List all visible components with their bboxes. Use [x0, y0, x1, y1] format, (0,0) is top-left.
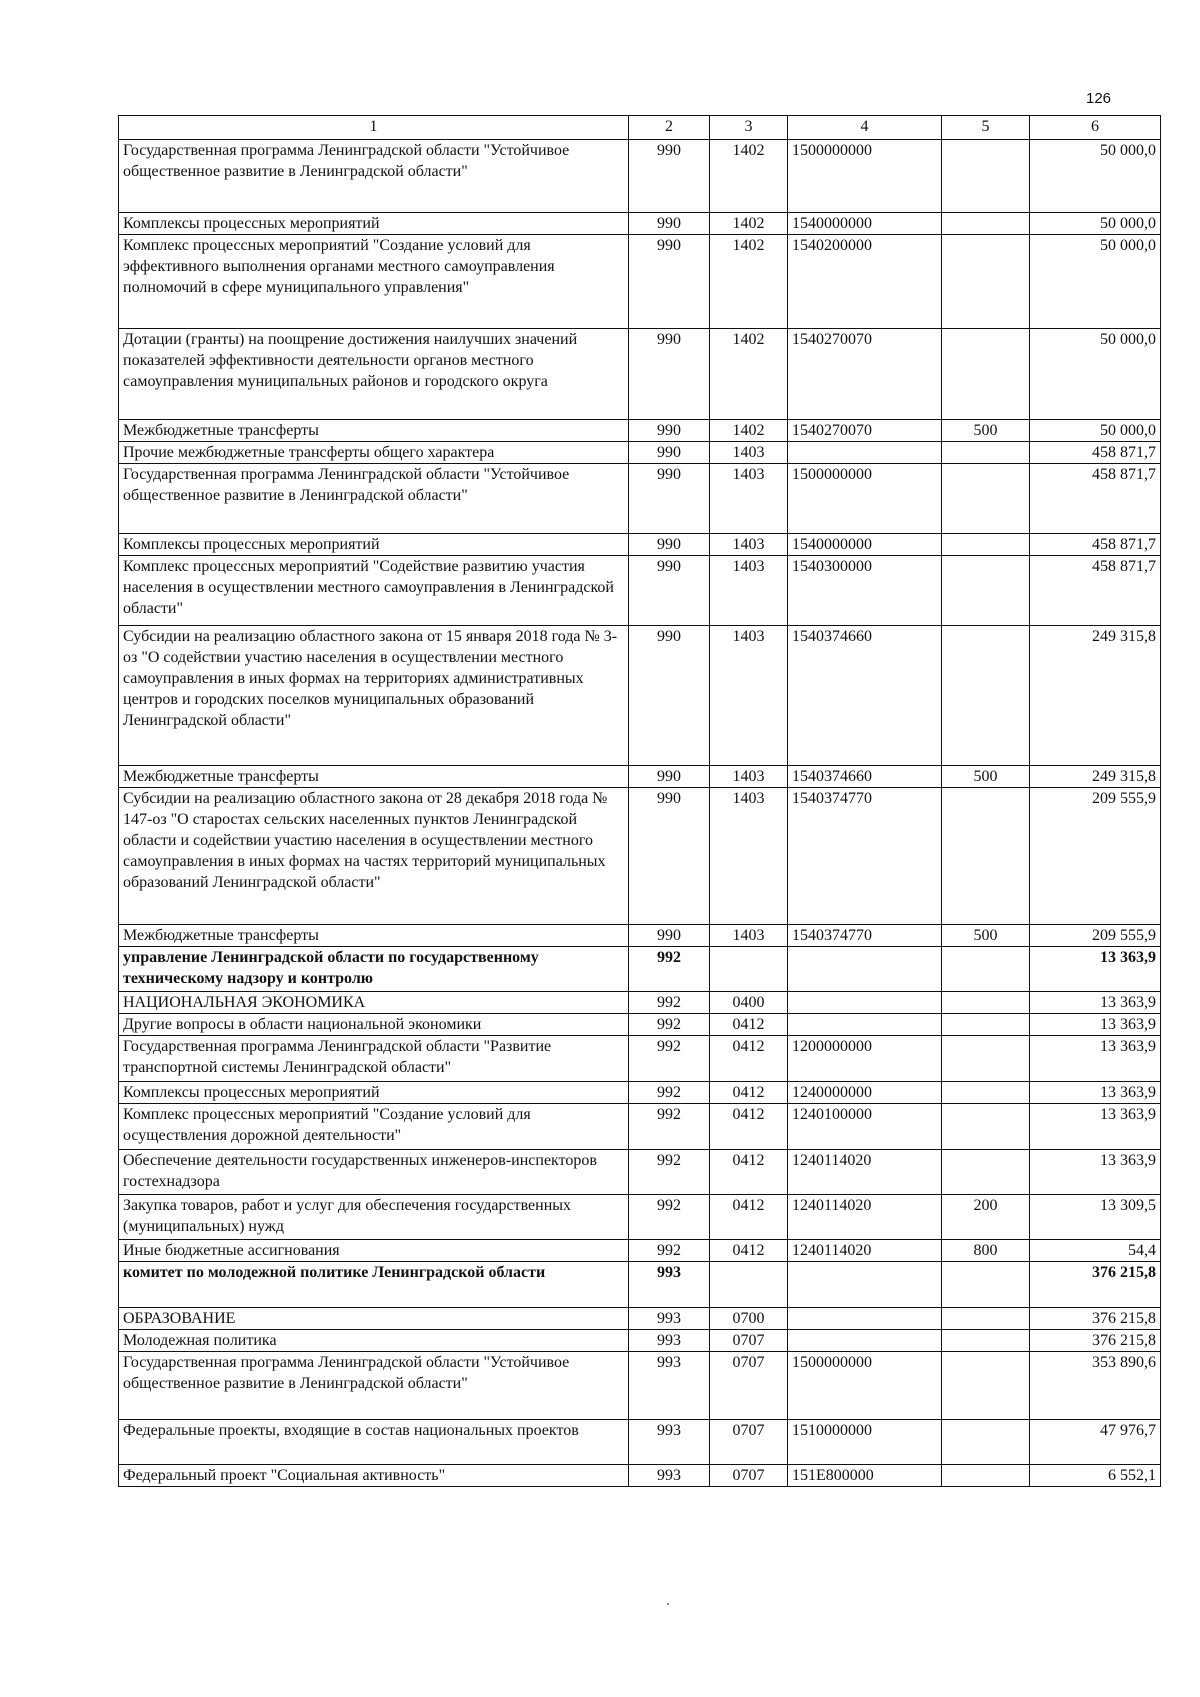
- page-number: 126: [1086, 90, 1112, 107]
- row-expense-kind: [942, 626, 1030, 766]
- row-expense-kind: [942, 140, 1030, 213]
- row-amount: 13 363,9: [1030, 1014, 1161, 1036]
- row-section-code: 0707: [710, 1352, 788, 1420]
- row-section-code: [710, 1262, 788, 1308]
- row-section-code: 1403: [710, 788, 788, 925]
- table-row: [119, 442, 1161, 464]
- row-admin-code: 993: [629, 1330, 710, 1352]
- row-expense-kind: [942, 1104, 1030, 1150]
- row-amount: 50 000,0: [1030, 140, 1161, 213]
- table-row: [119, 1420, 1161, 1465]
- row-target-code: 1200000000: [788, 1036, 942, 1082]
- row-target-code: 1540000000: [788, 534, 942, 556]
- row-admin-code: 992: [629, 1036, 710, 1082]
- table-row: [119, 1150, 1161, 1195]
- row-section-code: 1403: [710, 442, 788, 464]
- row-expense-kind: [942, 1036, 1030, 1082]
- row-expense-kind: [942, 1465, 1030, 1487]
- table-row: [119, 534, 1161, 556]
- row-expense-kind: [942, 464, 1030, 534]
- row-name: Дотации (гранты) на поощрение достижения наилучших значений показателей эффективности деятельности органов местного самоуправления муниципальных районов и городского округа: [119, 329, 629, 420]
- row-amount: 13 363,9: [1030, 1150, 1161, 1195]
- table-row: [119, 1240, 1161, 1262]
- row-amount: 458 871,7: [1030, 464, 1161, 534]
- header-col-4: 4: [788, 116, 942, 140]
- table-row: [119, 420, 1161, 442]
- row-amount: 458 871,7: [1030, 534, 1161, 556]
- row-section-code: 1402: [710, 420, 788, 442]
- row-amount: 50 000,0: [1030, 420, 1161, 442]
- header-col-2: 2: [629, 116, 710, 140]
- table-row: [119, 1082, 1161, 1104]
- row-expense-kind: [942, 947, 1030, 992]
- row-amount: 13 309,5: [1030, 1195, 1161, 1240]
- header-col-1: 1: [119, 116, 629, 140]
- row-name: Федеральные проекты, входящие в состав национальных проектов: [119, 1420, 629, 1465]
- row-name: Государственная программа Ленинградской области "Устойчивое общественное развитие в Ленинградской области": [119, 140, 629, 213]
- table-row: [119, 1014, 1161, 1036]
- row-admin-code: 990: [629, 442, 710, 464]
- row-amount: 13 363,9: [1030, 1104, 1161, 1150]
- row-expense-kind: 500: [942, 925, 1030, 947]
- row-amount: 13 363,9: [1030, 1036, 1161, 1082]
- row-target-code: 1240114020: [788, 1240, 942, 1262]
- row-amount: 376 215,8: [1030, 1308, 1161, 1330]
- row-section-code: 1403: [710, 925, 788, 947]
- row-expense-kind: [942, 788, 1030, 925]
- row-name: Обеспечение деятельности государственных инженеров-инспекторов гостехнадзора: [119, 1150, 629, 1195]
- row-amount: 376 215,8: [1030, 1330, 1161, 1352]
- row-section-code: 0412: [710, 1104, 788, 1150]
- row-admin-code: 992: [629, 1014, 710, 1036]
- scan-speck: [667, 1603, 669, 1605]
- row-name: Другие вопросы в области национальной экономики: [119, 1014, 629, 1036]
- table-row: [119, 213, 1161, 235]
- table-row: [119, 1262, 1161, 1308]
- row-name: Субсидии на реализацию областного закона от 28 декабря 2018 года № 147-оз "О старостах сельских населенных пунктов Ленинградской области и содействии участию населения в осуществлении местного самоуправления в иных формах на частях территорий муниципальных образований Ленинградской области": [119, 788, 629, 925]
- table-row: [119, 1465, 1161, 1487]
- row-name: Прочие межбюджетные трансферты общего характера: [119, 442, 629, 464]
- row-amount: 458 871,7: [1030, 556, 1161, 626]
- row-name: Государственная программа Ленинградской области "Развитие транспортной системы Ленинградской области": [119, 1036, 629, 1082]
- table-row: [119, 1104, 1161, 1150]
- row-admin-code: 992: [629, 1104, 710, 1150]
- row-target-code: [788, 992, 942, 1014]
- row-name: управление Ленинградской области по государственному техническому надзору и контролю: [119, 947, 629, 992]
- row-admin-code: 992: [629, 992, 710, 1014]
- row-name: Молодежная политика: [119, 1330, 629, 1352]
- row-target-code: 1240114020: [788, 1150, 942, 1195]
- row-amount: 54,4: [1030, 1240, 1161, 1262]
- row-admin-code: 990: [629, 766, 710, 788]
- row-target-code: 1540270070: [788, 420, 942, 442]
- row-admin-code: 990: [629, 925, 710, 947]
- row-target-code: 1540374660: [788, 626, 942, 766]
- table-row: [119, 992, 1161, 1014]
- row-target-code: 151E800000: [788, 1465, 942, 1487]
- row-admin-code: 990: [629, 329, 710, 420]
- row-target-code: 1540374770: [788, 788, 942, 925]
- row-expense-kind: [942, 1150, 1030, 1195]
- row-target-code: [788, 442, 942, 464]
- row-expense-kind: 800: [942, 1240, 1030, 1262]
- row-section-code: 0412: [710, 1082, 788, 1104]
- row-expense-kind: [942, 1262, 1030, 1308]
- table-row: [119, 766, 1161, 788]
- row-section-code: 0700: [710, 1308, 788, 1330]
- row-name: Комплексы процессных мероприятий: [119, 1082, 629, 1104]
- table-row: [119, 1195, 1161, 1240]
- row-section-code: 1403: [710, 626, 788, 766]
- row-admin-code: 990: [629, 788, 710, 925]
- row-target-code: [788, 1262, 942, 1308]
- row-admin-code: 992: [629, 1082, 710, 1104]
- table-row: [119, 947, 1161, 992]
- row-section-code: 0412: [710, 1036, 788, 1082]
- row-expense-kind: [942, 992, 1030, 1014]
- table-row: [119, 1330, 1161, 1352]
- row-target-code: 1540300000: [788, 556, 942, 626]
- row-expense-kind: [942, 1308, 1030, 1330]
- row-amount: 50 000,0: [1030, 235, 1161, 329]
- row-section-code: 1402: [710, 235, 788, 329]
- row-target-code: 1540270070: [788, 329, 942, 420]
- row-amount: 249 315,8: [1030, 626, 1161, 766]
- row-target-code: 1240000000: [788, 1082, 942, 1104]
- row-name: Государственная программа Ленинградской области "Устойчивое общественное развитие в Ленинградской области": [119, 464, 629, 534]
- row-amount: 50 000,0: [1030, 329, 1161, 420]
- row-expense-kind: [942, 534, 1030, 556]
- row-expense-kind: [942, 442, 1030, 464]
- row-target-code: 1540374770: [788, 925, 942, 947]
- row-name: Закупка товаров, работ и услуг для обеспечения государственных (муниципальных) нужд: [119, 1195, 629, 1240]
- table-row: [119, 1308, 1161, 1330]
- row-name: комитет по молодежной политике Ленинградской области: [119, 1262, 629, 1308]
- header-row: [119, 116, 1161, 140]
- row-admin-code: 993: [629, 1465, 710, 1487]
- row-section-code: 0707: [710, 1420, 788, 1465]
- row-target-code: 1540200000: [788, 235, 942, 329]
- row-section-code: 1402: [710, 329, 788, 420]
- row-expense-kind: 200: [942, 1195, 1030, 1240]
- row-section-code: 1403: [710, 766, 788, 788]
- table-row: [119, 556, 1161, 626]
- row-expense-kind: [942, 1330, 1030, 1352]
- row-target-code: 1240114020: [788, 1195, 942, 1240]
- row-admin-code: 992: [629, 1150, 710, 1195]
- row-admin-code: 990: [629, 235, 710, 329]
- table-row: [119, 464, 1161, 534]
- row-name: Государственная программа Ленинградской области "Устойчивое общественное развитие в Ленинградской области": [119, 1352, 629, 1420]
- row-admin-code: 992: [629, 947, 710, 992]
- table-row: [119, 1036, 1161, 1082]
- row-section-code: 0707: [710, 1330, 788, 1352]
- row-target-code: 1500000000: [788, 140, 942, 213]
- row-target-code: [788, 1330, 942, 1352]
- row-admin-code: 990: [629, 140, 710, 213]
- row-amount: 376 215,8: [1030, 1262, 1161, 1308]
- row-expense-kind: [942, 1082, 1030, 1104]
- row-section-code: 0412: [710, 1195, 788, 1240]
- row-target-code: 1240100000: [788, 1104, 942, 1150]
- row-target-code: [788, 1308, 942, 1330]
- row-admin-code: 990: [629, 556, 710, 626]
- row-amount: 6 552,1: [1030, 1465, 1161, 1487]
- row-admin-code: 992: [629, 1195, 710, 1240]
- row-target-code: 1540374660: [788, 766, 942, 788]
- row-name: Комплекс процессных мероприятий "Содействие развитию участия населения в осуществлении местного самоуправления в Ленинградской области": [119, 556, 629, 626]
- row-admin-code: 993: [629, 1262, 710, 1308]
- row-admin-code: 993: [629, 1308, 710, 1330]
- row-target-code: 1510000000: [788, 1420, 942, 1465]
- row-admin-code: 992: [629, 1240, 710, 1262]
- table-row: [119, 235, 1161, 329]
- budget-table: [118, 115, 1161, 1487]
- row-expense-kind: 500: [942, 420, 1030, 442]
- row-section-code: [710, 947, 788, 992]
- row-amount: 249 315,8: [1030, 766, 1161, 788]
- row-admin-code: 993: [629, 1420, 710, 1465]
- row-admin-code: 990: [629, 420, 710, 442]
- row-section-code: 0400: [710, 992, 788, 1014]
- row-section-code: 1403: [710, 534, 788, 556]
- header-col-6: 6: [1030, 116, 1161, 140]
- row-amount: 209 555,9: [1030, 788, 1161, 925]
- row-amount: 13 363,9: [1030, 992, 1161, 1014]
- row-expense-kind: [942, 1014, 1030, 1036]
- row-amount: 353 890,6: [1030, 1352, 1161, 1420]
- row-admin-code: 990: [629, 213, 710, 235]
- row-target-code: 1500000000: [788, 464, 942, 534]
- row-name: Комплекс процессных мероприятий "Создание условий для осуществления дорожной деятельности": [119, 1104, 629, 1150]
- row-section-code: 0412: [710, 1150, 788, 1195]
- table-row: [119, 329, 1161, 420]
- row-expense-kind: [942, 329, 1030, 420]
- row-section-code: 0707: [710, 1465, 788, 1487]
- row-admin-code: 990: [629, 534, 710, 556]
- row-name: Федеральный проект "Социальная активность": [119, 1465, 629, 1487]
- row-name: Иные бюджетные ассигнования: [119, 1240, 629, 1262]
- row-amount: 50 000,0: [1030, 213, 1161, 235]
- row-name: НАЦИОНАЛЬНАЯ ЭКОНОМИКА: [119, 992, 629, 1014]
- row-section-code: 1403: [710, 556, 788, 626]
- row-expense-kind: [942, 1420, 1030, 1465]
- row-admin-code: 993: [629, 1352, 710, 1420]
- row-expense-kind: [942, 235, 1030, 329]
- row-target-code: [788, 947, 942, 992]
- row-name: Межбюджетные трансферты: [119, 766, 629, 788]
- row-target-code: 1500000000: [788, 1352, 942, 1420]
- row-name: Межбюджетные трансферты: [119, 925, 629, 947]
- row-expense-kind: [942, 213, 1030, 235]
- row-amount: 13 363,9: [1030, 947, 1161, 992]
- row-amount: 47 976,7: [1030, 1420, 1161, 1465]
- row-name: Межбюджетные трансферты: [119, 420, 629, 442]
- table-row: [119, 626, 1161, 766]
- table-row: [119, 788, 1161, 925]
- row-expense-kind: 500: [942, 766, 1030, 788]
- row-expense-kind: [942, 1352, 1030, 1420]
- row-amount: 209 555,9: [1030, 925, 1161, 947]
- table-row: [119, 140, 1161, 213]
- header-col-5: 5: [942, 116, 1030, 140]
- row-section-code: 0412: [710, 1014, 788, 1036]
- row-section-code: 1402: [710, 140, 788, 213]
- row-name: ОБРАЗОВАНИЕ: [119, 1308, 629, 1330]
- row-amount: 458 871,7: [1030, 442, 1161, 464]
- row-amount: 13 363,9: [1030, 1082, 1161, 1104]
- header-col-3: 3: [710, 116, 788, 140]
- row-expense-kind: [942, 556, 1030, 626]
- row-name: Комплекс процессных мероприятий "Создание условий для эффективного выполнения органами местного самоуправления полномочий в сфере муниципального управления": [119, 235, 629, 329]
- row-section-code: 0412: [710, 1240, 788, 1262]
- row-section-code: 1402: [710, 213, 788, 235]
- row-name: Комплексы процессных мероприятий: [119, 534, 629, 556]
- row-name: Субсидии на реализацию областного закона от 15 января 2018 года № 3-оз "О содействии участию населения в осуществлении местного самоуправления в иных формах на территориях административных центров и городских поселков муниципальных образований Ленинградской области": [119, 626, 629, 766]
- row-section-code: 1403: [710, 464, 788, 534]
- row-name: Комплексы процессных мероприятий: [119, 213, 629, 235]
- table-row: [119, 925, 1161, 947]
- row-admin-code: 990: [629, 464, 710, 534]
- row-admin-code: 990: [629, 626, 710, 766]
- table-row: [119, 1352, 1161, 1420]
- row-target-code: 1540000000: [788, 213, 942, 235]
- row-target-code: [788, 1014, 942, 1036]
